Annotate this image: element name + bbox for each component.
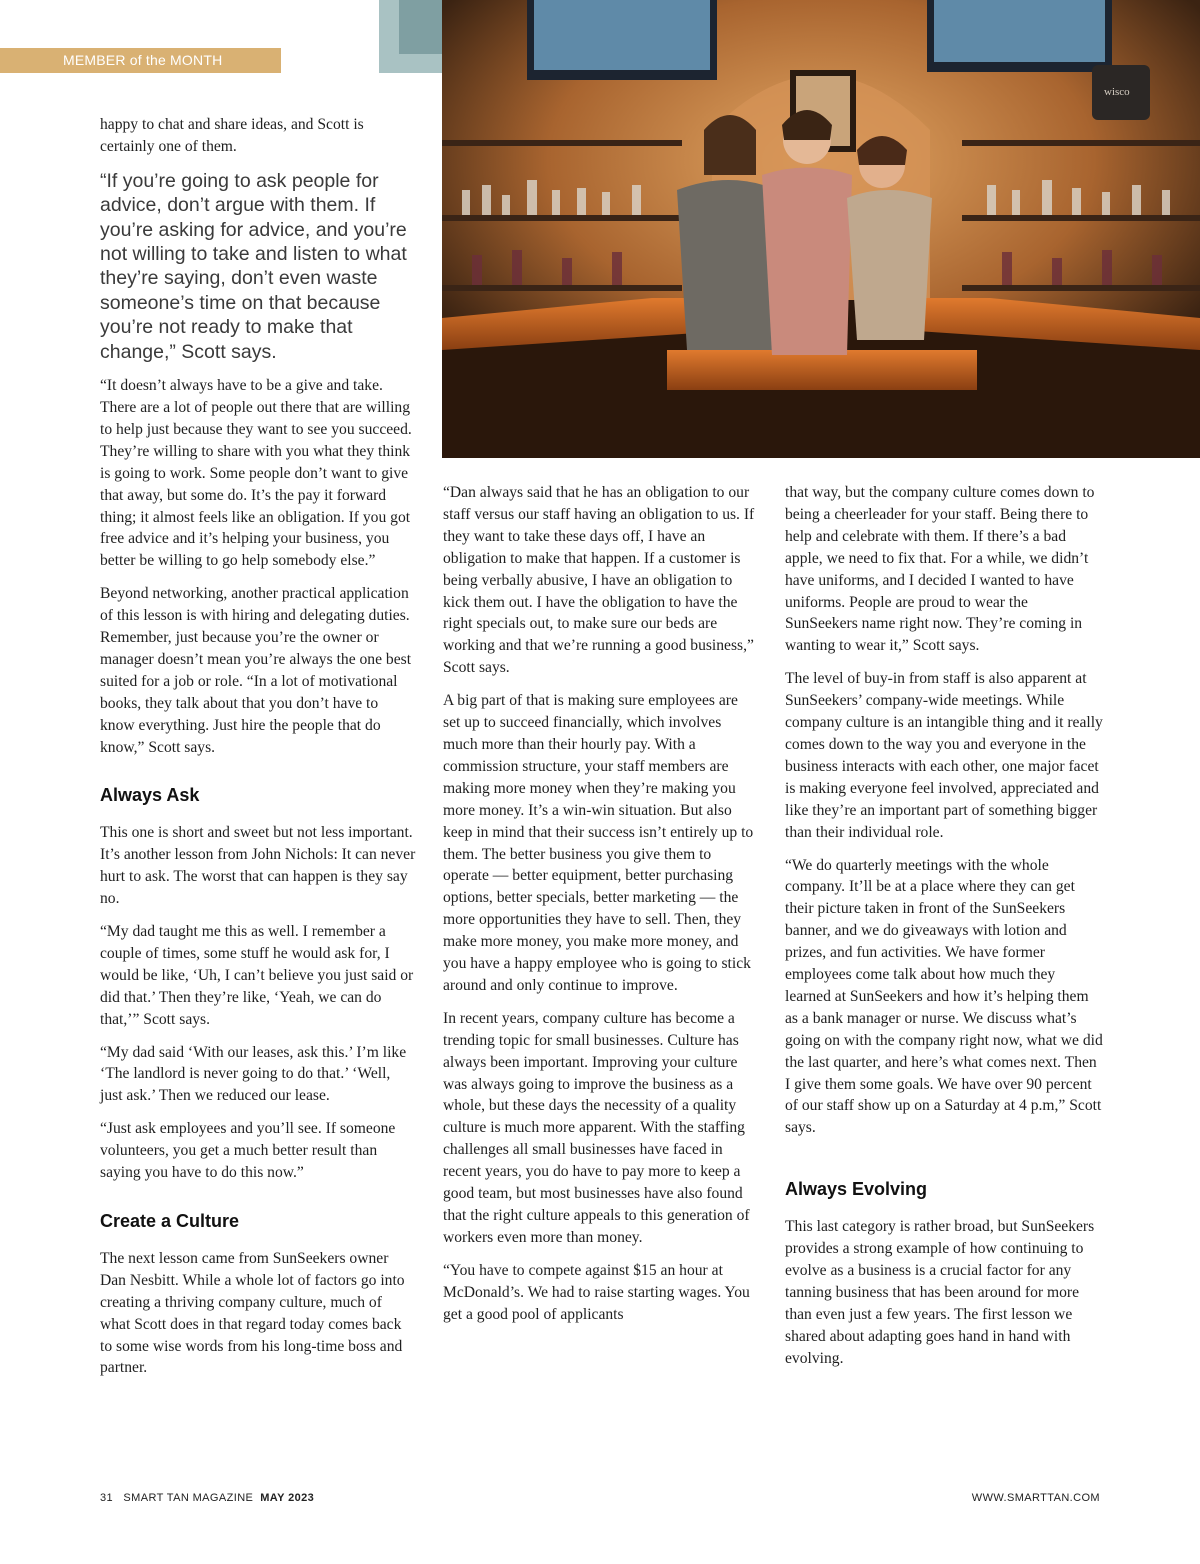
feature-photo xyxy=(442,0,1200,458)
wall-sign-text: wisco xyxy=(1104,86,1130,98)
paragraph: Beyond networking, another practical application of this lesson is with hiring and delegating duties. Remember, just because you’re the owner or manager doesn’t mean you’re always the one best suited for a job or role. “In a lot of motivational books, they talk about that you don’t have to know everything. Just hire the people that do know,” Scott says. xyxy=(100,585,412,756)
section-heading: Always Ask xyxy=(100,785,200,806)
paragraph: “We do quarterly meetings with the whole company. It’ll be at a place where they can get their picture taken in front of the SunSeekers banner, and we do giveaways with lotion and prizes, and fun activities. We have former employees come talk about how much they learned at SunSeekers and how it’s helping them as a bank manager or nurse. We discuss what’s going on with the company right now, what we did the last quarter, and here’s what comes next. Then I give them some goals. We have over 90 percent of our staff show up on a Saturday at 4 p.m,” Scott says. xyxy=(785,856,1103,1137)
photo-staff-in-salon-icon xyxy=(442,0,1200,458)
issue-date: MAY 2023 xyxy=(260,1492,315,1504)
magazine-name: SMART TAN MAGAZINE xyxy=(123,1492,254,1504)
paragraph: The level of buy-in from staff is also apparent at SunSeekers’ company-wide meetings. While company culture is an intangible thing and it really comes down to the way you and everyone in the business interacts with each other, one major facet is making everyone feel involved, appreciated and like they’re an important part of something bigger than their individual role. xyxy=(785,670,1103,841)
page-number: 31 xyxy=(100,1492,114,1504)
section-label: MEMBER of the MONTH xyxy=(0,48,281,73)
column-2 xyxy=(443,482,759,1337)
section-heading: Create a Culture xyxy=(100,1210,240,1231)
paragraph: “You have to compete against $15 an hour at McDonald’s. We had to raise starting wages. You get a good pool of applicants xyxy=(443,1261,750,1323)
footer-website[interactable]: WWW.SMARTTAN.COM xyxy=(971,1492,1100,1504)
paragraph: that way, but the company culture comes down to being a cheerleader for your staff. Being there to help and celebrate with them. If there’s a bad apple, we need to fix that. For a while, we didn’t have uniforms, and I decided I wanted to have uniforms. People are proud to wear the SunSeekers name right now. They’re coming in wanting to wear it,” Scott says. xyxy=(785,484,1095,655)
paragraph: “My dad said ‘With our leases, ask this.’ I’m like ‘The landlord is never going to do that.’ ‘Well, just ask.’ Then we reduced our lease. xyxy=(100,1043,407,1105)
paragraph: “It doesn’t always have to be a give and take. There are a lot of people out there that are willing to help just because they want to see you succeed. They’re willing to share with you what they think is going to work. Some people don’t want to give that away, but some do. It’s the pay it forward thing; it almost feels like an obligation. If you got free advice and it’s helping your business, you better be willing to go help somebody else.” xyxy=(100,377,412,570)
section-heading: Always Evolving xyxy=(785,1179,928,1200)
paragraph: This last category is rather broad, but SunSeekers provides a strong example of how continuing to evolve as a business is a crucial factor for any tanning business that has been around for more than even just a few years. The first lesson we shared about adapting goes hand in hand with evolving. xyxy=(785,1218,1095,1367)
paragraph: happy to chat and share ideas, and Scott is certainly one of them. xyxy=(100,116,364,155)
paragraph: “My dad taught me this as well. I remember a couple of times, some stuff he would ask for, I would be like, ‘Uh, I can’t believe you just said or did that.’ Then they’re like, ‘Yeah, we can do that,’” Scott says. xyxy=(100,923,414,1028)
column-3 xyxy=(785,482,1103,1381)
column-1 xyxy=(100,114,416,1390)
pull-quote: “If you’re going to ask people for advice, don’t argue with them. If you’re asking for advice, and you’re not willing to take and listen to what they’re saying, don’t even waste someone’s time on that because you’re not ready to make that change,” Scott says. xyxy=(100,169,407,363)
paragraph: “Just ask employees and you’ll see. If someone volunteers, you get a much better result than saying you have to do this now.” xyxy=(100,1120,396,1182)
paragraph: A big part of that is making sure employees are set up to succeed financially, which involves much more than their hourly pay. With a commission structure, your staff members are making more money when they’re making you more money. It’s a win-win situation. But also keep in mind that their success isn’t entirely up to them. The better business you give them to operate — better equipment, better purchasing options, better specials, better marketing — the more opportunities they have to sell. Then, they make more money, you make more money, and you have a happy employee who is going to stick around and only continue to improve. xyxy=(443,692,754,994)
footer-left xyxy=(100,1492,314,1504)
paragraph: The next lesson came from SunSeekers owner Dan Nesbitt. While a whole lot of factors go into creating a thriving company culture, much of what Scott does in that regard today comes back to some wise words from his long-time boss and partner. xyxy=(100,1249,405,1377)
paragraph: In recent years, company culture has become a trending topic for small businesses. Culture has always been important. Improving your culture was always going to improve the business as a whole, but these days the necessity of a quality culture is much more apparent. With the staffing challenges all small businesses have faced in recent years, you do have to pay more to keep a good team, but most businesses have also found that the right culture appeals to this generation of workers even more than money. xyxy=(443,1009,750,1246)
paragraph: This one is short and sweet but not less important. It’s another lesson from John Nichols: It can never hurt to ask. The worst that can happen is they say no. xyxy=(100,824,416,908)
paragraph: “Dan always said that he has an obligation to our staff versus our staff having an obligation to us. If they want to take these days off, I have an obligation to make that happen. If a customer is being verbally abusive, I have an obligation to kick them out. I have the obligation to have the right specials out, to make sure our beds are working and that we’re running a good business,” Scott says. xyxy=(443,484,755,677)
